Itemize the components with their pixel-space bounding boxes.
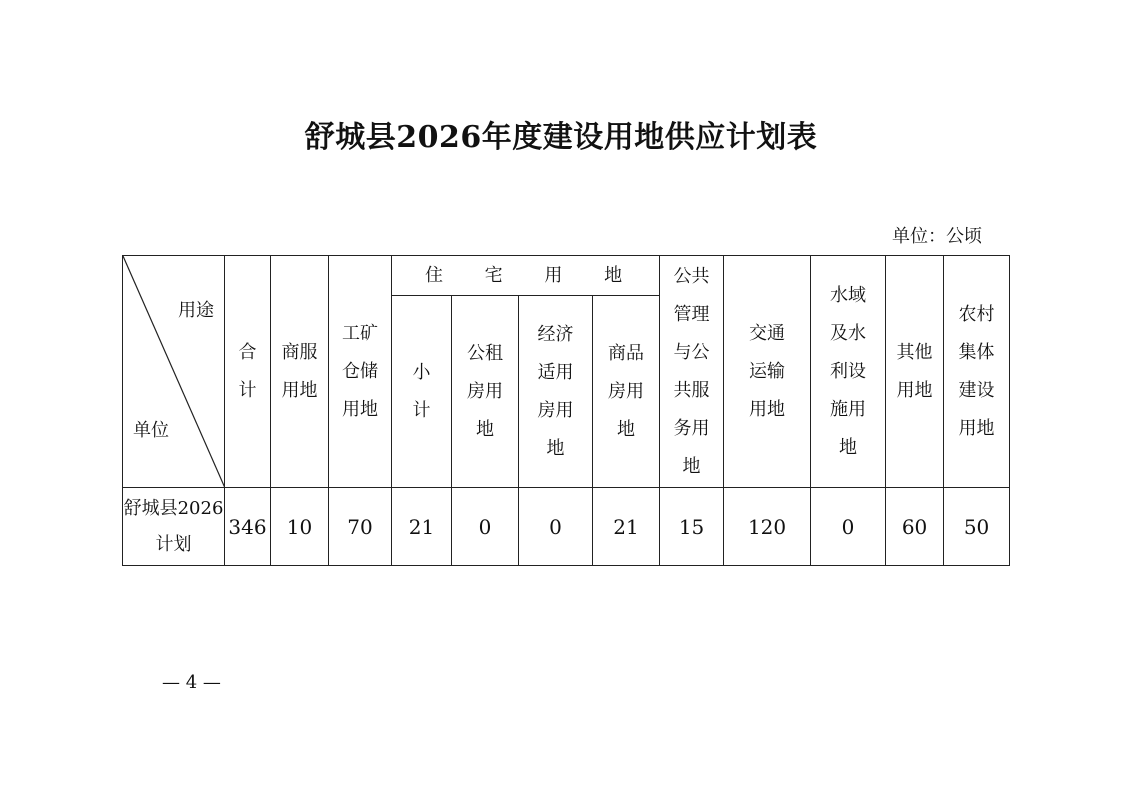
value-other: 60 <box>886 488 944 566</box>
value-commercial: 10 <box>271 488 329 566</box>
value-water: 0 <box>811 488 886 566</box>
value-residential-subtotal: 21 <box>392 488 452 566</box>
page-number: — 4 — <box>162 672 221 693</box>
col-affordable: 经济适用房用地 <box>519 296 593 488</box>
unit-label: 单位：公顷 <box>892 226 982 247</box>
col-transport: 交通运输用地 <box>724 256 811 488</box>
col-industrial: 工矿仓储用地 <box>329 256 392 488</box>
col-residential-subtotal: 小计 <box>392 296 452 488</box>
unit-row-label: 单位 <box>133 420 169 441</box>
col-commodity: 商品房用地 <box>593 296 660 488</box>
col-public-service: 公共管理与公共服务用地 <box>660 256 724 488</box>
value-public-rental: 0 <box>452 488 519 566</box>
value-transport: 120 <box>724 488 811 566</box>
land-supply-table <box>122 255 1010 566</box>
diagonal-header-cell <box>123 256 225 488</box>
col-public-rental: 公租房用地 <box>452 296 519 488</box>
col-residential-group: 住 宅 用 地 <box>392 256 660 296</box>
row-name: 舒城县2026计划 <box>123 488 225 566</box>
table-row <box>123 488 1010 566</box>
col-total: 合计 <box>225 256 271 488</box>
value-public-service: 15 <box>660 488 724 566</box>
col-commercial: 商服用地 <box>271 256 329 488</box>
value-commodity: 21 <box>593 488 660 566</box>
value-total: 346 <box>225 488 271 566</box>
diagonal-line <box>123 256 225 488</box>
value-industrial: 70 <box>329 488 392 566</box>
value-affordable: 0 <box>519 488 593 566</box>
page-title: 舒城县2026年度建设用地供应计划表 <box>304 120 818 155</box>
value-rural: 50 <box>944 488 1010 566</box>
col-other: 其他用地 <box>886 256 944 488</box>
purpose-label: 用途 <box>178 300 214 321</box>
col-water: 水域及水利设施用地 <box>811 256 886 488</box>
col-rural: 农村集体建设用地 <box>944 256 1010 488</box>
